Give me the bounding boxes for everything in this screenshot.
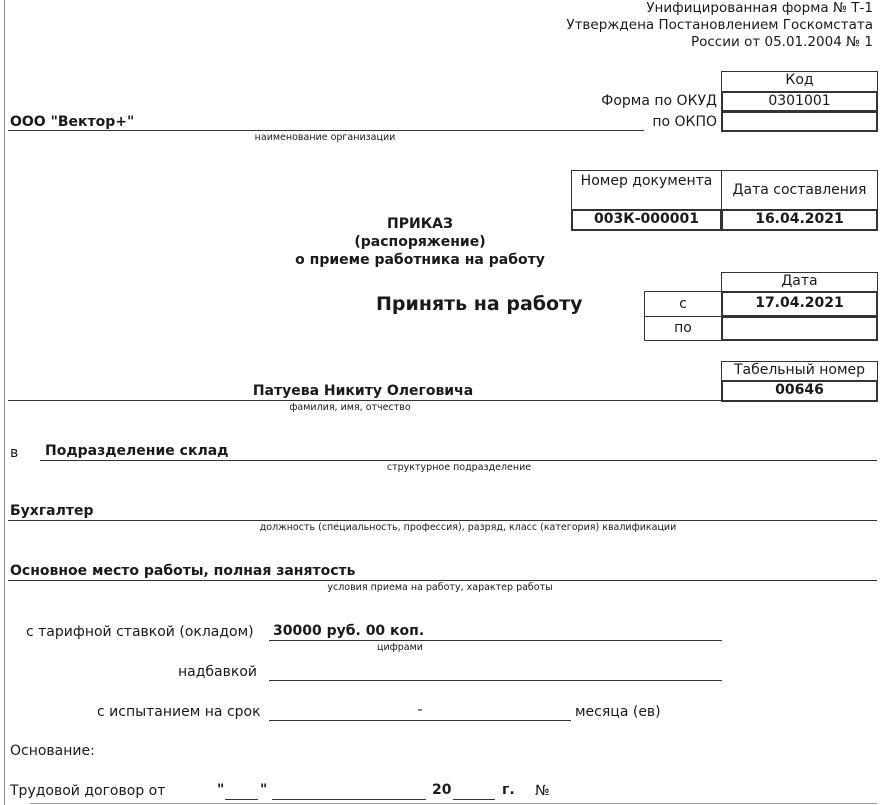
doc-number: 003К-000001 [571, 209, 722, 231]
order-description: о приеме работника на работу [295, 252, 545, 268]
contract-number-sign: № [535, 783, 550, 799]
position-name: Бухгалтер [10, 503, 94, 519]
contract-day-underline [225, 799, 258, 800]
salary-value: 30000 руб. 00 коп. [273, 623, 425, 639]
conditions-caption: условия приема на работу, характер работы [327, 582, 553, 593]
position-caption: должность (специальность, профессия), разряд, класс (категория) квалификации [259, 522, 677, 533]
basis-label: Основание: [10, 743, 95, 759]
organization-underline [8, 130, 644, 131]
salary-underline [269, 640, 722, 641]
employee-name: Патуева Никиту Олеговича [252, 383, 474, 399]
department-caption: структурное подразделение [386, 462, 532, 473]
okud-label: Форма по ОКУД [601, 93, 717, 109]
code-header: Код [721, 71, 878, 92]
tab-number-header: Табельный номер [721, 361, 878, 381]
doc-date-header: Дата составления [721, 170, 878, 210]
contract-quote-open: " [217, 782, 225, 798]
contract-year-suffix: г. [502, 782, 515, 798]
form-header-line1: Унифицированная форма № Т-1 [646, 0, 873, 16]
salary-caption: цифрами [377, 642, 423, 653]
doc-number-header: Номер документа [571, 170, 722, 210]
hire-to-date [721, 316, 878, 341]
form-header-line3: России от 05.01.2004 № 1 [690, 34, 873, 50]
hire-heading: Принять на работу [376, 293, 583, 315]
employee-underline [8, 400, 722, 401]
department-name: Подразделение склад [45, 443, 229, 459]
hire-from-label: с [644, 291, 722, 317]
doc-date: 16.04.2021 [721, 209, 878, 231]
contract-year-underline [453, 799, 495, 800]
department-prefix: в [10, 445, 19, 461]
trial-unit: месяца (ев) [575, 704, 661, 720]
organization-caption: наименование организации [254, 132, 396, 143]
contract-label: Трудовой договор от [10, 783, 166, 799]
contract-month-underline [272, 799, 426, 800]
salary-label: с тарифной ставкой (окладом) [26, 624, 254, 640]
organization-name: ООО "Вектор+" [10, 114, 135, 130]
hire-date-header: Дата [721, 272, 878, 292]
form-header-line2: Утверждена Постановлением Госкомстата [566, 17, 873, 33]
contract-year-prefix: 20 [432, 782, 452, 798]
position-underline [8, 520, 877, 521]
trial-underline [269, 720, 571, 721]
okpo-value [721, 111, 878, 132]
bonus-underline [269, 680, 722, 681]
bottom-line [30, 803, 877, 804]
hire-to-label: по [644, 316, 722, 341]
conditions-value: Основное место работы, полная занятость [10, 563, 356, 579]
tab-number: 00646 [721, 380, 878, 402]
okud-value: 0301001 [721, 91, 878, 112]
order-subtitle: (распоряжение) [354, 234, 486, 250]
trial-label: с испытанием на срок [97, 704, 261, 720]
trial-value: - [417, 702, 423, 718]
hire-from-date: 17.04.2021 [721, 291, 878, 317]
okpo-label: по ОКПО [652, 114, 717, 130]
employee-caption: фамилия, имя, отчество [289, 402, 411, 413]
left-border [4, 0, 5, 805]
conditions-underline [8, 580, 877, 581]
department-underline [40, 460, 877, 461]
order-title: ПРИКАЗ [387, 216, 453, 232]
bonus-label: надбавкой [178, 664, 257, 680]
contract-quote-close: " [260, 782, 268, 798]
